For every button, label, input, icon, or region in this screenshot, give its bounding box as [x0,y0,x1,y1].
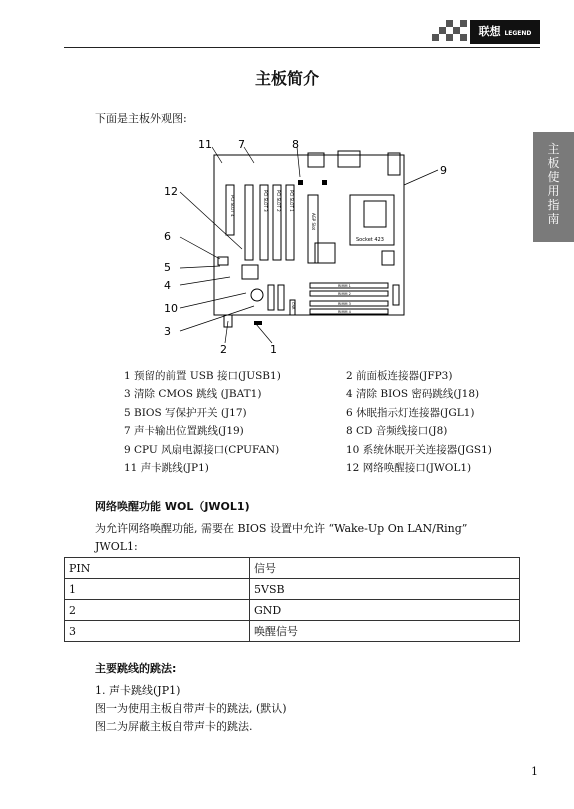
table-cell: 3 [65,621,250,642]
table-header-row [65,558,520,579]
legend-logo [470,18,540,46]
callout-4: 4 [164,279,171,292]
legend-item: 9 CPU 风扇电源接口(CPUFAN) [124,444,280,456]
pci-slots [226,185,294,260]
rimm-label: RIMM 4 [338,310,351,314]
pci-label: PCI SLOT 1 [289,190,294,212]
pci-label: PCI SLOT 2 [276,190,281,212]
callout-5: 5 [164,261,171,274]
table-header-cell: PIN [65,558,250,579]
wol-heading: 网络唤醒功能 WOL（JWOL1) [95,500,250,513]
rimm-slots [310,283,388,314]
callout-8: 8 [292,138,299,151]
table-row [65,600,520,621]
legend-item: 11 声卡跳线(JP1) [124,462,209,474]
wol-label: JWOL1: [95,540,138,553]
callout-11: 11 [198,138,212,151]
motherboard-diagram [150,135,460,360]
legend-item: 4 清除 BIOS 密码跳线(J18) [346,388,480,400]
callout-7: 7 [238,138,245,151]
pci-label: PCI SLOT 4 [230,195,235,217]
callout-numbers [164,138,447,356]
callout-6: 6 [164,230,171,243]
side-tab-label: 主板使用指南 [547,142,560,226]
jwol1-pin-table [64,557,520,642]
logo-text: 联想 [478,25,501,38]
table-header-cell: 信号 [250,558,520,579]
legend-item: 3 清除 CMOS 跳线 (JBAT1) [124,388,262,400]
jumper-heading: 主要跳线的跳法: [95,662,177,675]
legend-item: 8 CD 音频线接口(J8) [346,425,448,437]
table-cell: 唤醒信号 [250,621,520,642]
rimm-label: RIMM 3 [338,302,351,306]
page-title: 主板简介 [254,69,319,88]
legend-item: 5 BIOS 写保护开关 (J17) [124,407,247,419]
intro-text: 下面是主板外观图: [95,112,187,125]
rimm-label: RIMM 2 [338,292,351,296]
jumper-item: 1. 声卡跳线(JP1) [95,684,181,697]
side-tab [533,132,574,242]
jumper-fig2-text: 图二为屏蔽主板自带声卡的跳法. [95,720,253,733]
cnr-label: CNR [291,302,295,310]
rimm-label: RIMM 1 [338,284,351,288]
pci-label: PCI SLOT 3 [263,190,268,212]
table-cell: 2 [65,600,250,621]
callout-10: 10 [164,302,178,315]
callout-2: 2 [220,343,227,356]
table-row [65,621,520,642]
table-row [65,579,520,600]
logo-sub: LEGEND [504,30,532,37]
callout-1: 1 [270,343,277,356]
callout-9: 9 [440,164,447,177]
legend-item: 10 系统休眠开关连接器(JGS1) [346,444,492,456]
callout-12: 12 [164,185,178,198]
legend-item: 12 网络唤醒接口(JWOL1) [346,462,472,474]
page-number: 1 [531,765,538,778]
header-rule [64,47,540,48]
socket-label: Socket 423 [356,237,384,243]
agp-label: AGP Slot [311,213,316,231]
legend-item: 1 预留的前置 USB 接口(JUSB1) [124,370,281,382]
wol-description: 为允许网络唤醒功能, 需要在 BIOS 设置中允许 “Wake-Up On LAN/Ring” [95,522,468,535]
table-cell: 5VSB [250,579,520,600]
jumper-fig1-text: 图一为使用主板自带声卡的跳法, (默认) [95,702,287,715]
legend-item: 7 声卡输出位置跳线(J19) [124,425,244,437]
legend-item: 6 休眠指示灯连接器(JGL1) [346,407,475,419]
table-cell: 1 [65,579,250,600]
callout-3: 3 [164,325,171,338]
table-cell: GND [250,600,520,621]
legend-item: 2 前面板连接器(JFP3) [346,370,453,382]
